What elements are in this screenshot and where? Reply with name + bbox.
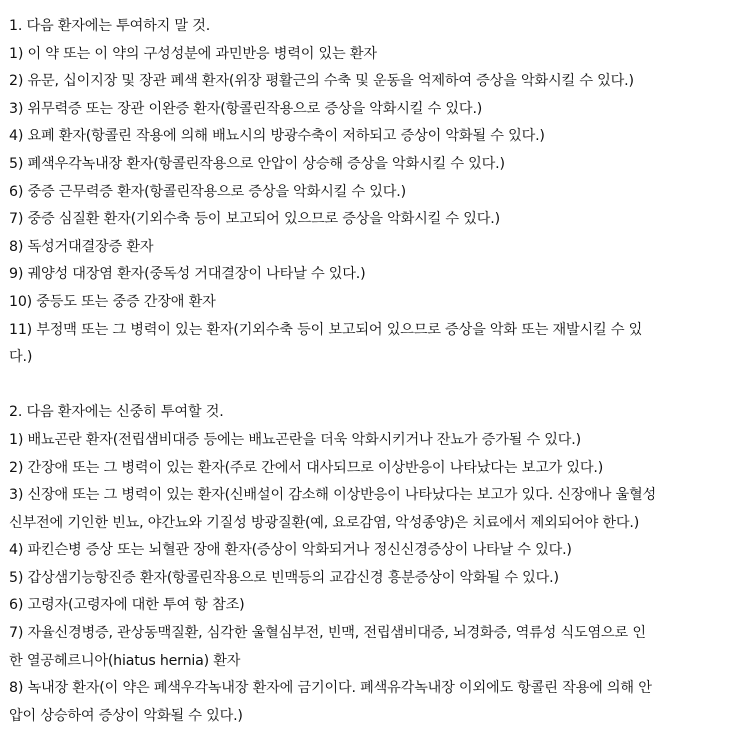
list-item-line: 3) 신장애 또는 그 병력이 있는 환자(신배설이 감소해 이상반응이 나타났다는 보고가 있다. 신장애나 울혈성 bbox=[9, 487, 657, 504]
list-item-line: 다.) bbox=[9, 349, 33, 366]
list-item-line: 신부전에 기인한 빈뇨, 야간뇨와 기질성 방광질환(예, 요로감염, 악성종양)은 치료에서 제외되어야 한다.) bbox=[9, 514, 640, 531]
list-item: 5) 갑상샘기능항진증 환자(항콜린작용으로 빈맥등의 교감신경 흥분증상이 악화될 수 있다.) bbox=[9, 569, 559, 586]
list-item: 10) 중등도 또는 중증 간장애 환자 bbox=[9, 293, 216, 310]
list-item-line: 8) 녹내장 환자(이 약은 폐색우각녹내장 환자에 금기이다. 폐색유각녹내장 이외에도 항콜린 작용에 의해 안 bbox=[9, 680, 652, 697]
list-item: 8) 독성거대결장증 환자 bbox=[9, 238, 154, 255]
contraindications-section bbox=[9, 13, 743, 372]
list-item: 1) 이 약 또는 이 약의 구성성분에 과민반응 병력이 있는 환자 bbox=[9, 45, 377, 62]
list-item: 7) 중증 심질환 환자(기외수축 등이 보고되어 있으므로 증상을 악화시킬 수 있다.) bbox=[9, 211, 500, 228]
document-body bbox=[9, 13, 743, 730]
section-heading: 1. 다음 환자에는 투여하지 말 것. bbox=[9, 18, 211, 34]
list-item-line: 압이 상승하여 증상이 악화될 수 있다.) bbox=[9, 707, 243, 724]
list-item: 2) 간장애 또는 그 병력이 있는 환자(주로 간에서 대사되므로 이상반응이 나타났다는 보고가 있다.) bbox=[9, 459, 604, 476]
list-item: 9) 궤양성 대장염 환자(중독성 거대결장이 나타날 수 있다.) bbox=[9, 266, 366, 283]
list-item: 3) 위무력증 또는 장관 이완증 환자(항콜린작용으로 증상을 악화시킬 수 있다.) bbox=[9, 100, 483, 117]
list-item: 4) 파킨슨병 증상 또는 뇌혈관 장애 환자(증상이 악화되거나 정신신경증상이 나타날 수 있다.) bbox=[9, 542, 572, 559]
list-item-line: 11) 부정맥 또는 그 병력이 있는 환자(기외수축 등이 보고되어 있으므로 증상을 악화 또는 재발시킬 수 있 bbox=[9, 321, 643, 338]
section-heading: 2. 다음 환자에는 신중히 투여할 것. bbox=[9, 404, 224, 421]
list-item: 6) 고령자(고령자에 대한 투여 항 참조) bbox=[9, 597, 245, 614]
list-item: 4) 요폐 환자(항콜린 작용에 의해 배뇨시의 방광수축이 저하되고 증상이 악화될 수 있다.) bbox=[9, 128, 545, 145]
precautions-section bbox=[9, 399, 743, 730]
list-item: 1) 배뇨곤란 환자(전립샘비대증 등에는 배뇨곤란을 더욱 악화시키거나 잔뇨가 증가될 수 있다.) bbox=[9, 431, 581, 448]
list-item-line: 한 열공헤르니아(hiatus hernia) 환자 bbox=[9, 652, 241, 669]
list-item: 6) 중증 근무력증 환자(항콜린작용으로 증상을 악화시킬 수 있다.) bbox=[9, 183, 406, 200]
list-item: 5) 폐색우각녹내장 환자(항콜린작용으로 안압이 상승해 증상을 악화시킬 수 있다.) bbox=[9, 155, 505, 172]
section-spacer bbox=[9, 372, 743, 400]
list-item: 2) 유문, 십이지장 및 장관 폐색 환자(위장 평활근의 수축 및 운동을 억제하여 증상을 악화시킬 수 있다.) bbox=[9, 73, 634, 90]
list-item-line: 7) 자율신경병증, 관상동맥질환, 심각한 울혈심부전, 빈맥, 전립샘비대증, 뇌경화증, 역류성 식도염으로 인 bbox=[9, 625, 646, 642]
